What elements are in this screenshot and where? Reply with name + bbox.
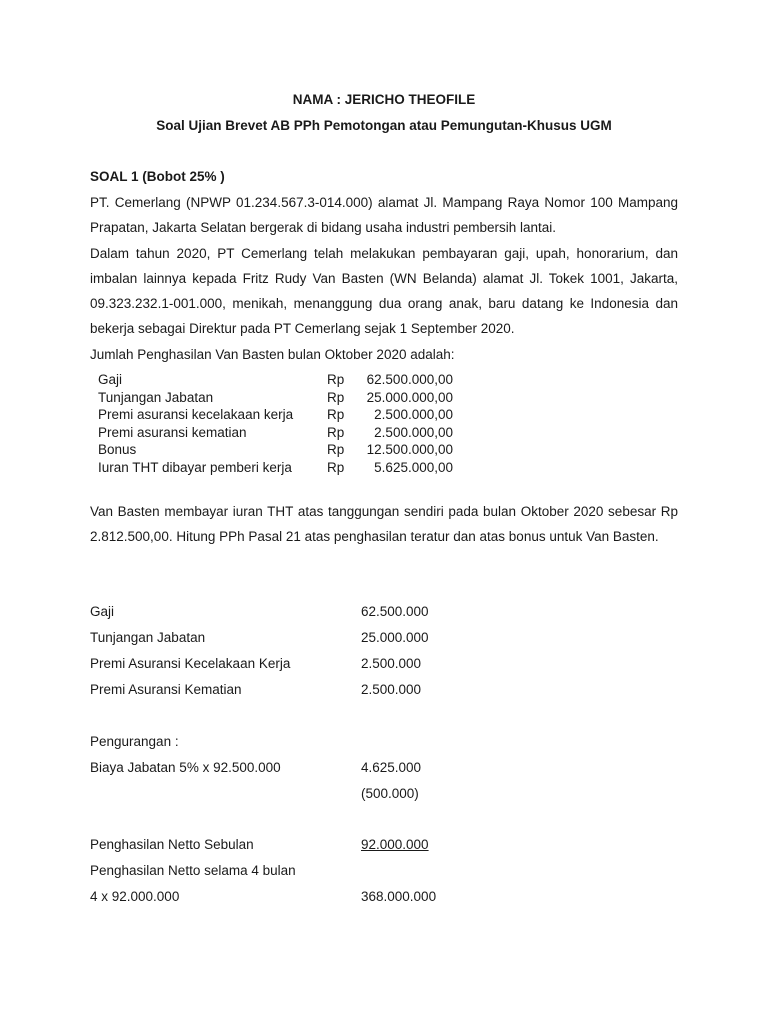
income-amount: 2.500.000,00 <box>374 407 453 422</box>
calc-label: 4 x 92.000.000 <box>90 889 180 904</box>
calc-label: Penghasilan Netto selama 4 bulan <box>90 863 296 878</box>
student-name: NAMA : JERICHO THEOFILE <box>292 92 476 107</box>
calc-row <box>90 729 678 755</box>
calc-label: Tunjangan Jabatan <box>90 630 206 645</box>
calc-value: 4.625.000 <box>361 760 422 775</box>
calc-label: Gaji <box>90 604 115 619</box>
calc-row <box>90 884 678 910</box>
exam-title: Soal Ujian Brevet AB PPh Pemotongan atau Pemungutan-Khusus UGM <box>156 118 612 133</box>
calc-value: 25.000.000 <box>361 630 429 645</box>
income-label: Premi asuransi kematian <box>98 424 247 440</box>
income-row <box>98 459 453 477</box>
calc-row <box>90 781 678 807</box>
income-label: Tunjangan Jabatan <box>98 389 214 405</box>
income-currency: Rp <box>327 459 345 475</box>
calc-label: Premi Asuransi Kecelakaan Kerja <box>90 656 291 671</box>
income-currency: Rp <box>327 407 345 422</box>
income-row <box>98 371 453 389</box>
question-heading: SOAL 1 (Bobot 25% ) <box>90 169 225 184</box>
income-amount: 5.625.000,00 <box>374 459 453 475</box>
income-row <box>98 424 453 442</box>
income-amount: 12.500.000,00 <box>366 442 453 457</box>
income-label: Premi asuransi kecelakaan kerja <box>98 407 294 422</box>
question-paragraph-2: Dalam tahun 2020, PT Cemerlang telah melakukan pembayaran gaji, upah, honorarium, dan imbalan lainnya kepada Fritz Rudy Van Basten (WN Belanda) alamat Jl. Tokek 1001, Jakarta, 09.323.232.1-001.000, menikah, menanggung dua orang anak, baru datang ke Indonesia dan bekerja sebagai Direktur pada PT Cemerlang sejak 1 September 2020. <box>90 246 678 336</box>
calc-value: 92.000.000 <box>361 837 429 852</box>
calc-row <box>90 858 678 884</box>
income-table <box>98 371 453 476</box>
income-amount: 2.500.000,00 <box>374 424 453 440</box>
income-amount: 25.000.000,00 <box>366 389 453 405</box>
calc-row <box>90 651 678 677</box>
calc-label: Premi Asuransi Kematian <box>90 682 242 697</box>
income-label: Gaji <box>98 372 123 387</box>
income-currency: Rp <box>327 442 345 457</box>
calc-row <box>90 625 678 651</box>
calc-label: Pengurangan : <box>90 734 179 749</box>
calc-row <box>90 677 678 703</box>
calc-value: 62.500.000 <box>361 604 429 619</box>
income-currency: Rp <box>327 389 345 405</box>
income-row <box>98 389 453 407</box>
calc-value: 368.000.000 <box>361 889 437 904</box>
calc-row <box>90 755 678 781</box>
income-row <box>98 441 453 459</box>
income-label: Bonus <box>98 442 137 457</box>
calc-label: Penghasilan Netto Sebulan <box>90 837 254 852</box>
income-row <box>98 406 453 424</box>
income-label: Iuran THT dibayar pemberi kerja <box>98 459 292 475</box>
calc-label: Biaya Jabatan 5% x 92.500.000 <box>90 760 281 775</box>
calc-value: 2.500.000 <box>361 682 422 697</box>
calc-value: (500.000) <box>361 786 419 801</box>
question-paragraph-3: Jumlah Penghasilan Van Basten bulan Oktober 2020 adalah: <box>90 347 455 362</box>
calc-value: 2.500.000 <box>361 656 422 671</box>
question-paragraph-4: Van Basten membayar iuran THT atas tanggungan sendiri pada bulan Oktober 2020 sebesar Rp 2.812.500,00. Hitung PPh Pasal 21 atas penghasilan teratur dan atas bonus untuk Van Basten. <box>90 504 678 544</box>
income-amount: 62.500.000,00 <box>366 372 453 387</box>
calc-row <box>90 832 678 858</box>
question-paragraph-1: PT. Cemerlang (NPWP 01.234.567.3-014.000) alamat Jl. Mampang Raya Nomor 100 Mampang Prapatan, Jakarta Selatan bergerak di bidang usaha industri pembersih lantai. <box>90 195 678 235</box>
calc-row <box>90 599 678 625</box>
income-currency: Rp <box>327 424 345 440</box>
income-currency: Rp <box>327 372 345 387</box>
